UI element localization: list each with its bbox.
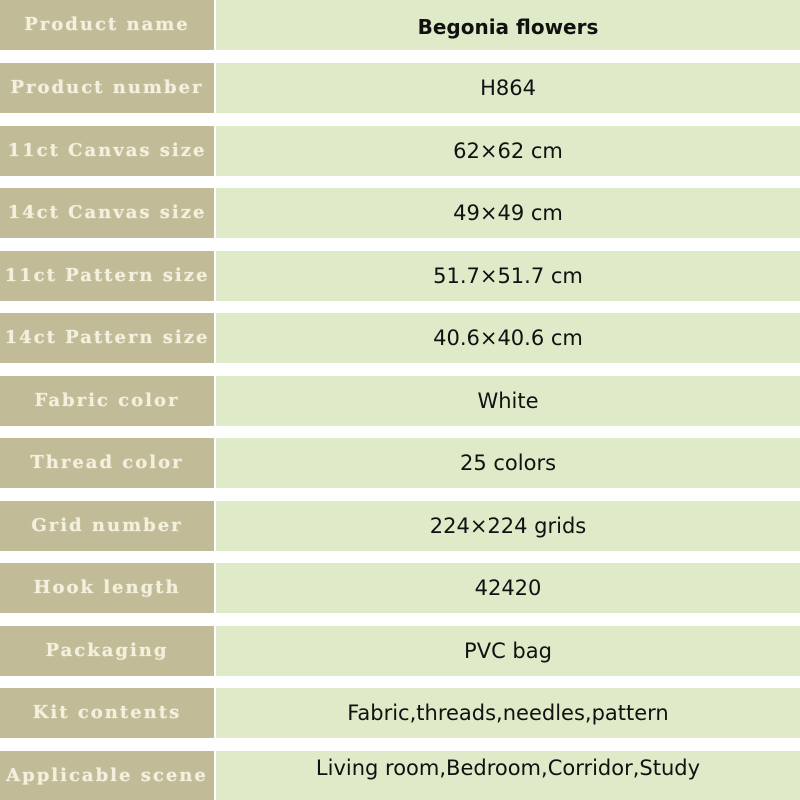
spec-value: 224×224 grids (216, 501, 800, 551)
spec-value: 49×49 cm (216, 188, 800, 238)
spec-value: H864 (216, 63, 800, 113)
spec-label: Kit contents (0, 688, 214, 738)
spec-value: White (216, 376, 800, 426)
spec-label: Product name (0, 0, 214, 50)
spec-row-kit-contents (0, 688, 800, 738)
spec-label: Grid number (0, 501, 214, 551)
spec-row-hook-length (0, 563, 800, 613)
spec-value: 40.6×40.6 cm (216, 313, 800, 363)
spec-value: Living room,Bedroom,Corridor,Study (216, 751, 800, 800)
spec-row-thread-color (0, 438, 800, 488)
spec-value: 51.7×51.7 cm (216, 251, 800, 301)
spec-row-14ct-pattern-size (0, 313, 800, 363)
spec-label: Packaging (0, 626, 214, 676)
spec-value: Fabric,threads,needles,pattern (216, 688, 800, 738)
spec-row-11ct-pattern-size (0, 251, 800, 301)
spec-label: Fabric color (0, 376, 214, 426)
spec-row-14ct-canvas-size (0, 188, 800, 238)
spec-label: 11ct Canvas size (0, 126, 214, 176)
spec-value: Begonia flowers (216, 0, 800, 50)
spec-label: Thread color (0, 438, 214, 488)
spec-label: 14ct Canvas size (0, 188, 214, 238)
spec-row-11ct-canvas-size (0, 126, 800, 176)
spec-label: Hook length (0, 563, 214, 613)
spec-value: 42420 (216, 563, 800, 613)
spec-row-product-number (0, 63, 800, 113)
spec-label: 14ct Pattern size (0, 313, 214, 363)
spec-label: Applicable scene (0, 751, 214, 800)
spec-row-packaging (0, 626, 800, 676)
spec-label: 11ct Pattern size (0, 251, 214, 301)
spec-row-applicable-scene (0, 751, 800, 800)
spec-row-fabric-color (0, 376, 800, 426)
spec-label: Product number (0, 63, 214, 113)
spec-value: 25 colors (216, 438, 800, 488)
spec-value: PVC bag (216, 626, 800, 676)
spec-value: 62×62 cm (216, 126, 800, 176)
spec-row-grid-number (0, 501, 800, 551)
spec-row-product-name (0, 0, 800, 50)
